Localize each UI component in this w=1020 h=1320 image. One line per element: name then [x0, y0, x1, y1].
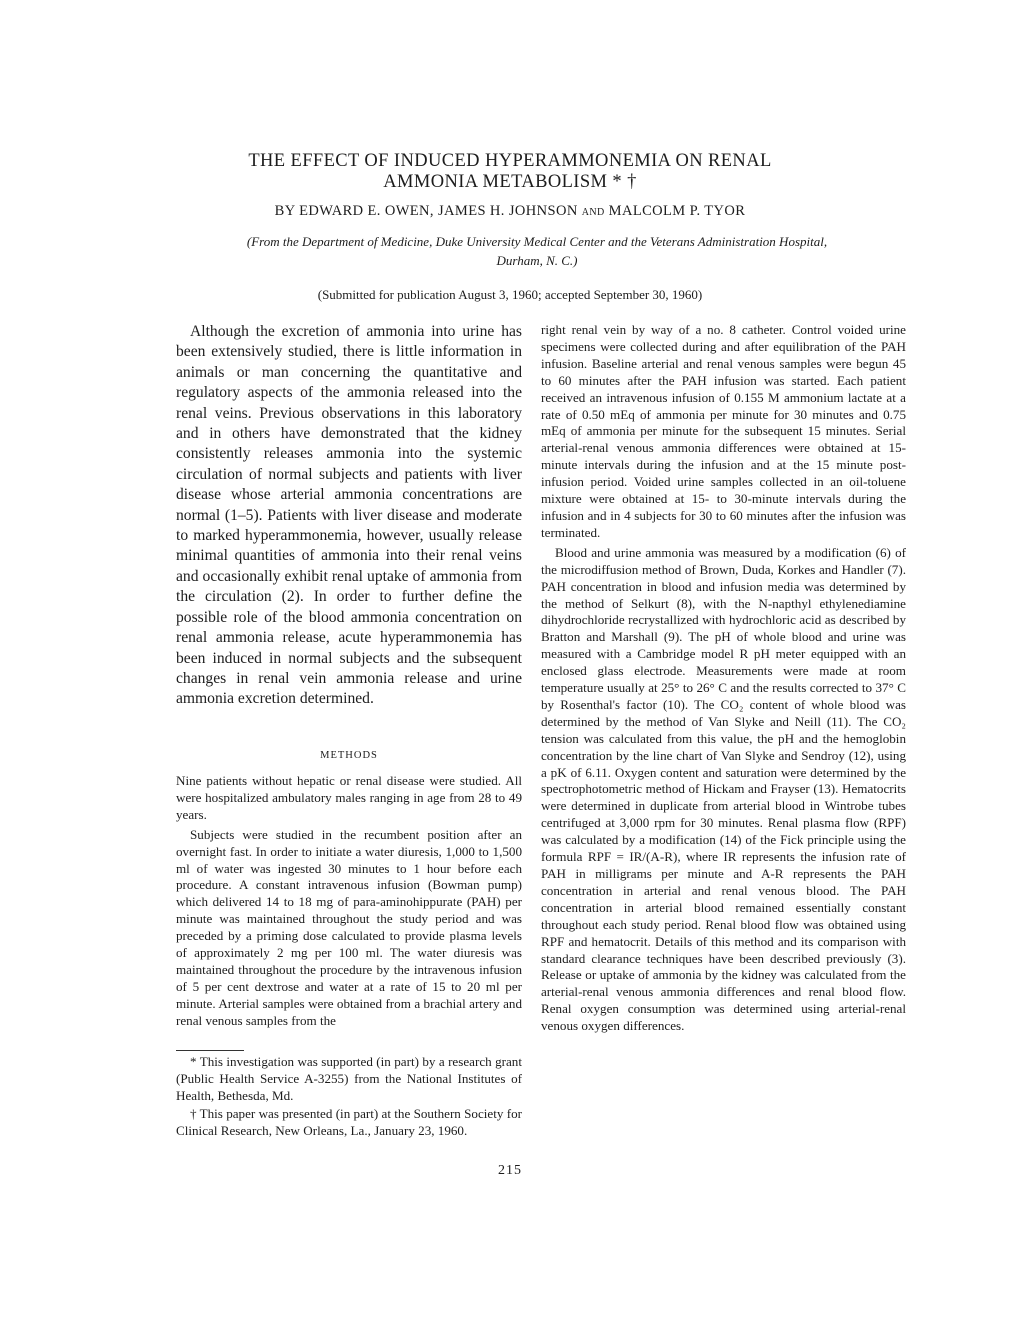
submission-dates: (Submitted for publication August 3, 1960; accepted September 30, 1960)	[317, 287, 703, 302]
methods-section	[176, 773, 522, 1033]
methods-heading: METHODS	[320, 750, 378, 761]
footnote-funding: * This investigation was supported (in part) by a research grant (Public Health Service A-3255) from the National Institutes of Health, Bethesda, Md.	[176, 1054, 522, 1103]
methods-paragraph: Nine patients without hepatic or renal disease were studied. All were hospitalized ambulatory males ranging in age from 28 to 49 years.	[176, 773, 522, 822]
footnote-presentation: † This paper was presented (in part) at the Southern Society for Clinical Research, New Orleans, La., January 23, 1960.	[176, 1105, 522, 1138]
page-number: 215	[498, 1163, 522, 1178]
methods-paragraph: right renal vein by way of a no. 8 catheter. Control voided urine specimens were collected during and after equilibration of the PAH infusion. Baseline arterial and renal venous samples were begun 45 to 60 minutes after the PAH infusion was started. Each patient received an intravenous infusion of 0.155 M ammonium lactate at a rate of 0.50 mEq of ammonia per minute for 30 minutes and 0.75 mEq of ammonia per minute for the subsequent 15 minutes. Serial arterial-renal venous ammonia differences were obtained at 15-minute intervals during the infusion and at the 15 minute post-infusion period. Voided urine samples collected in an oil-toluene mixture were obtained at 15- to 30-minute intervals during the infusion and in 4 subjects for 30 to 60 minutes after the infusion was terminated.	[541, 322, 906, 540]
author-names-1: EDWARD E. OWEN, JAMES H. JOHNSON	[299, 203, 578, 219]
methods-paragraph: Subjects were studied in the recumbent position after an overnight fast. In order to initiate a water diuresis, 1,000 to 1,500 ml of water was ingested 30 minutes to 1 hour before each procedure. A constant intravenous infusion (Bowman pump) which delivered 14 to 18 mg of para-aminohippurate (PAH) per minute was maintained throughout the study period and was preceded by a priming dose calculated to provide plasma levels of approximately 2 mg per 100 ml. The water diuresis was maintained throughout the procedure by the intravenous infusion of 5 per cent dextrose and water at a rate of 15 to 20 ml per minute. Arterial samples were obtained from a brachial artery and renal venous samples from the	[176, 826, 522, 1028]
footnote-divider	[176, 1050, 244, 1051]
title-line-2: AMMONIA METABOLISM * †	[383, 172, 637, 192]
author-names-2: MALCOLM P. TYOR	[608, 203, 746, 219]
author-and: AND	[581, 207, 605, 218]
methods-paragraph: Blood and urine ammonia was measured by a modification (6) of the microdiffusion method of Brown, Duda, Korkes and Handler (7). PAH concentration in blood and infusion media was determined by the method of Selkurt (8), with the N-napthyl ethylenediamine dihydrochloride recrystallized with hydrochloric acid as described by Bratton and Marshall (9). The pH of whole blood and urine was measured with a Cambridge model R pH meter equipped with an enclosed glass electrode. Measurements were made at room temperature usually at 25° to 26° C and the results corrected to 37° C by Rosenthal's factor (10). The CO₂ content of whole blood was determined by the method of Van Slyke and Neill (11). The CO₂ tension was calculated from this value, the pH and the hemoglobin concentration by the line chart of Van Slyke and Sendroy (12), using a pK of 6.11. Oxygen content and saturation were determined by the spectrophotometric method of Hickam and Frayser (13). Hematocrits were determined in duplicate from arterial blood in Wintrobe tubes centrifuged at 3,000 rpm for 30 minutes. Renal plasma flow (RPF) was calculated by a modification (14) of the Fick principle using the formula RPF = IR/(A-R), where IR represents the infusion rate of PAH in milligrams per minute and A-R represents the PAH concentration in arterial and renal venous blood. The PAH concentration in arterial blood remained essentially constant throughout each study period. Renal blood flow was obtained using RPF and hematocrit. Details of this method and its comparison with standard clearance techniques have been described previously (3). Release or uptake of ammonia by the kidney was calculated from the arterial-renal venous ammonia differences and renal blood flow. Renal oxygen consumption was determined using arterial-renal venous oxygen differences.	[541, 544, 906, 1034]
author-line	[150, 203, 870, 220]
introduction-paragraph: Although the excretion of ammonia into urine has been extensively studied, there is little information in animals or man concerning the quantitative and regulatory aspects of the ammonia released into the renal veins. Previous observations in this laboratory and in others have demonstrated that the kidney consistently releases ammonia into the systemic circulation of normal subjects and patients with liver disease whose arterial ammonia concentrations are normal (1–5). Patients with liver disease and moderate to marked hyperammonemia, however, usually release minimal quantities of ammonia into their renal veins and occasionally exhibit renal uptake of ammonia from the circulation (2). In order to further define the possible role of the blood ammonia concentration on renal ammonia release, acute hyperammonemia has been induced in normal subjects and the subsequent changes in renal vein ammonia release and urine ammonia excretion determined.	[176, 323, 522, 708]
article-title	[150, 151, 870, 193]
footnotes	[176, 1054, 522, 1141]
affiliation: (From the Department of Medicine, Duke University Medical Center and the Veterans Administration Hospital, Durham, N. C.)	[246, 234, 828, 268]
author-by: BY	[274, 203, 296, 219]
right-column	[541, 322, 906, 1038]
title-line-1: THE EFFECT OF INDUCED HYPERAMMONEMIA ON RENAL	[248, 151, 772, 171]
